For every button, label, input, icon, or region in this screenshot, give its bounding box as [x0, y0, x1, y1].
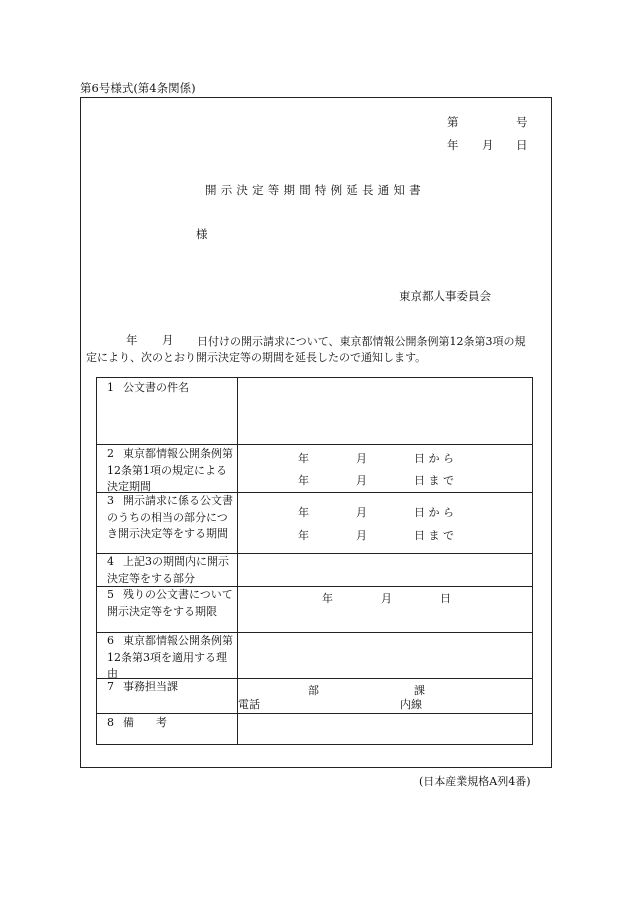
deadline-month: 月	[381, 592, 392, 605]
table-row-label: 5 残りの公文書について開示決定等をする期限	[107, 588, 233, 618]
body-month: 月	[162, 333, 174, 347]
body-line-2: 定により、次のとおり開示決定等の期間を延長したので通知します。	[86, 351, 427, 364]
period-3-from-day: 日 か ら	[414, 506, 454, 519]
issuer-name: 東京都人事委員会	[399, 289, 491, 303]
body-line-1: 日付けの開示請求について、東京都情報公開条例第12条第3項の規	[197, 335, 526, 348]
contact-bu: 部	[308, 684, 319, 697]
period-2-to-month: 月	[356, 474, 367, 487]
contact-naisen: 内線	[400, 698, 422, 711]
addressee-suffix: 様	[196, 227, 208, 241]
period-2-to-year: 年	[298, 474, 309, 487]
date-day: 日	[516, 138, 528, 152]
deadline-year: 年	[322, 592, 333, 605]
table-row-label: 6 東京都情報公開条例第12条第3項を適用する理由	[107, 634, 233, 680]
form-number: 第6号様式(第4条関係)	[80, 81, 196, 95]
period-3-to-day: 日 ま で	[414, 529, 454, 542]
table-row-label: 2 東京都情報公開条例第12条第1項の規定による決定期間	[107, 447, 233, 493]
contact-tel: 電話	[238, 698, 260, 711]
period-2-from-month: 月	[356, 452, 367, 465]
table-row-label: 1 公文書の件名	[107, 381, 189, 394]
contact-ka: 課	[414, 684, 425, 697]
period-3-from-year: 年	[298, 506, 309, 519]
period-3-from-month: 月	[356, 506, 367, 519]
date-month: 月	[482, 138, 494, 152]
doc-no-dai: 第	[447, 115, 459, 129]
row-divider	[97, 444, 532, 445]
period-3-to-month: 月	[356, 529, 367, 542]
deadline-day: 日	[440, 592, 451, 605]
doc-no-go: 号	[516, 115, 528, 129]
period-2-from-day: 日 か ら	[414, 452, 454, 465]
details-table	[96, 377, 533, 745]
row-divider	[97, 713, 532, 714]
period-2-to-day: 日 ま で	[414, 474, 454, 487]
table-row-label: 3 開示請求に係る公文書のうちの相当の部分につき開示決定等をする期間	[107, 494, 233, 540]
table-row-label: 7 事務担当課	[107, 680, 178, 693]
table-row-label: 4 上記3の期間内に開示決定等をする部分	[107, 555, 229, 585]
period-2-from-year: 年	[298, 452, 309, 465]
body-year: 年	[126, 333, 138, 347]
date-year: 年	[447, 138, 459, 152]
column-divider	[237, 378, 238, 744]
table-row-label: 8 備 考	[107, 716, 167, 729]
period-3-to-year: 年	[298, 529, 309, 542]
paper-size-note: (日本産業規格A列4番)	[419, 775, 531, 788]
document-title: 開示決定等期間特例延長通知書	[205, 183, 425, 197]
